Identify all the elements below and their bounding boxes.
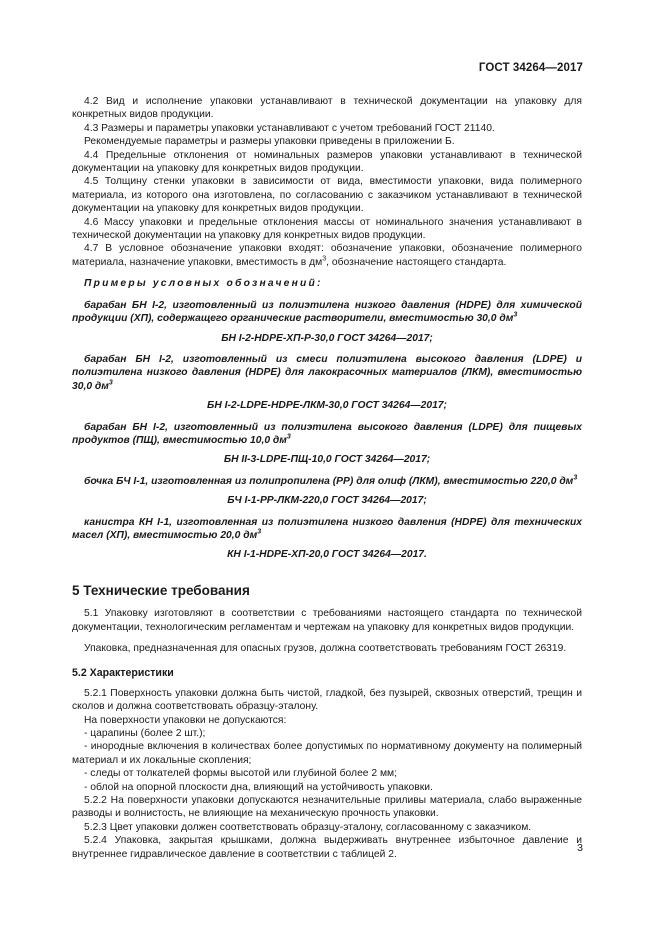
clause-5-2-2: 5.2.2 На поверхности упаковки допускаются незначительные приливы материала, слабо выраженные разводы и волнистость, не влияющие на механическую прочность упаковки.	[72, 795, 582, 820]
example-2-text: барабан БН I-2, изготовленный из смеси полиэтилена высокого давления (LDPE) и полиэтилена низкого давления (HDPE) для лакокрасочных материалов (ЛКМ), вместимостью 30,0 дм	[72, 353, 582, 392]
clause-4-3-note: Рекомендуемые параметры и размеры упаковки приведены в приложении Б.	[84, 136, 455, 148]
example-5-sup: 3	[257, 528, 262, 536]
example-4	[72, 475, 582, 488]
list-item: - царапины (более 2 шт.);	[84, 728, 206, 740]
example-4-text: бочка БЧ I-1, изготовленная из полипропилена (PP) для олиф (ЛКМ), вместимостью 220,0 дм	[84, 475, 574, 487]
list-item: - облой на опорной плоскости дна, влияющий на устойчивость упаковки.	[84, 781, 433, 793]
clause-4-4: 4.4 Предельные отклонения от номинальных размеров упаковки устанавливают в технической документации на упаковку для конкретных видов продукции.	[72, 149, 582, 175]
example-3-sup: 3	[286, 433, 291, 441]
example-1-sup: 3	[513, 311, 518, 319]
example-4-code: БЧ I-1-PP-ЛКМ-220,0 ГОСТ 34264—2017;	[227, 495, 427, 507]
clause-5-1-dangerous-goods: Упаковка, предназначенная для опасных грузов, должна соответствовать требованиям ГОСТ 26319.	[84, 643, 567, 654]
section-5-title: 5 Технические требования	[72, 582, 250, 598]
list-item: - следы от толкателей формы высотой или глубиной более 2 мм;	[84, 768, 397, 780]
example-2-code: БН I-2-LDPE-HDPE-ЛКМ-30,0 ГОСТ 34264—2017;	[207, 400, 447, 412]
clause-4-5: 4.5 Толщину стенки упаковки в зависимости от вида, вместимости упаковки, вида полимерного материала, из которого она изготовлена, по согласованию с заказчиком устанавливают в технической документации на упаковку для конкретных видов продукции.	[72, 176, 582, 215]
example-1-code: БН I-2-HDPE-ХП-Р-30,0 ГОСТ 34264—2017;	[221, 332, 433, 344]
example-3	[72, 421, 582, 448]
example-3-text: барабан БН I-2, изготовленный из полиэтилена высокого давления (LDPE) для пищевых продуктов (ПЩ), вместимостью 10,0 дм	[72, 421, 582, 446]
page-content	[72, 95, 582, 861]
section-5-2-title: 5.2 Характеристики	[72, 667, 174, 680]
page-number: 3	[577, 842, 583, 854]
example-5	[72, 516, 582, 543]
example-5-code: КН I-1-HDPE-ХП-20,0 ГОСТ 34264—2017.	[227, 549, 427, 561]
clause-4-7	[72, 242, 582, 269]
not-allowed-intro: На поверхности упаковки не допускаются:	[84, 714, 287, 726]
clause-5-2-3: 5.2.3 Цвет упаковки должен соответствовать образцу-эталону, согласованному с заказчиком.	[84, 821, 532, 833]
clause-4-7-text: 4.7 В условное обозначение упаковки входят: обозначение упаковки, обозначение полимерного материала, назначение упаковки, вместимость в дм	[72, 243, 582, 268]
example-5-text: канистра КН I-1, изготовленная из полиэтилена низкого давления (HDPE) для технических масел (ХП), вместимостью 20,0 дм	[72, 516, 582, 541]
examples-heading: Примеры условных обозначений:	[84, 278, 323, 290]
example-2	[72, 353, 582, 393]
example-1	[72, 299, 582, 326]
clause-4-7-tail: , обозначение настоящего стандарта.	[326, 256, 507, 268]
clause-4-2: 4.2 Вид и исполнение упаковки устанавливают в технической документации на упаковку для конкретных видов продукции.	[72, 96, 582, 121]
list-item: - инородные включения в количествах более допустимых по нормативному документу на полимерный материал и их локальные скопления;	[72, 741, 582, 766]
clause-4-3: 4.3 Размеры и параметры упаковки устанавливают с учетом требований ГОСТ 21140.	[84, 122, 495, 134]
clause-5-2-1: 5.2.1 Поверхность упаковки должна быть чистой, гладкой, без пузырей, сквозных отверстий, трещин и сколов и должна соответствовать образцу-эталону.	[72, 687, 582, 713]
standard-header: ГОСТ 34264—2017	[478, 62, 583, 74]
example-4-sup: 3	[573, 474, 578, 482]
clause-4-7-sup: 3	[322, 255, 327, 263]
example-2-sup: 3	[108, 379, 113, 387]
clause-5-2-4: 5.2.4 Упаковка, закрытая крышками, должна выдерживать внутреннее избыточное давление и внутреннее гидравлическое давление в соответствии с таблицей 2.	[72, 835, 582, 860]
example-3-code: БН II-3-LDPE-ПЩ-10,0 ГОСТ 34264—2017;	[223, 454, 431, 466]
clause-5-1: 5.1 Упаковку изготовляют в соответствии с требованиями настоящего стандарта по технической документации, технологическим регламентам и чертежам на упаковку для конкретных видов продукции.	[72, 608, 582, 633]
example-1-text: барабан БН I-2, изготовленный из полиэтилена низкого давления (HDPE) для химической продукции (ХП), содержащего органические растворители, вместимостью 30,0 дм	[72, 299, 582, 325]
clause-4-6: 4.6 Массу упаковки и предельные отклонения массы от номинального значения устанавливают в технической документации на упаковку для конкретных видов продукции.	[72, 216, 582, 242]
